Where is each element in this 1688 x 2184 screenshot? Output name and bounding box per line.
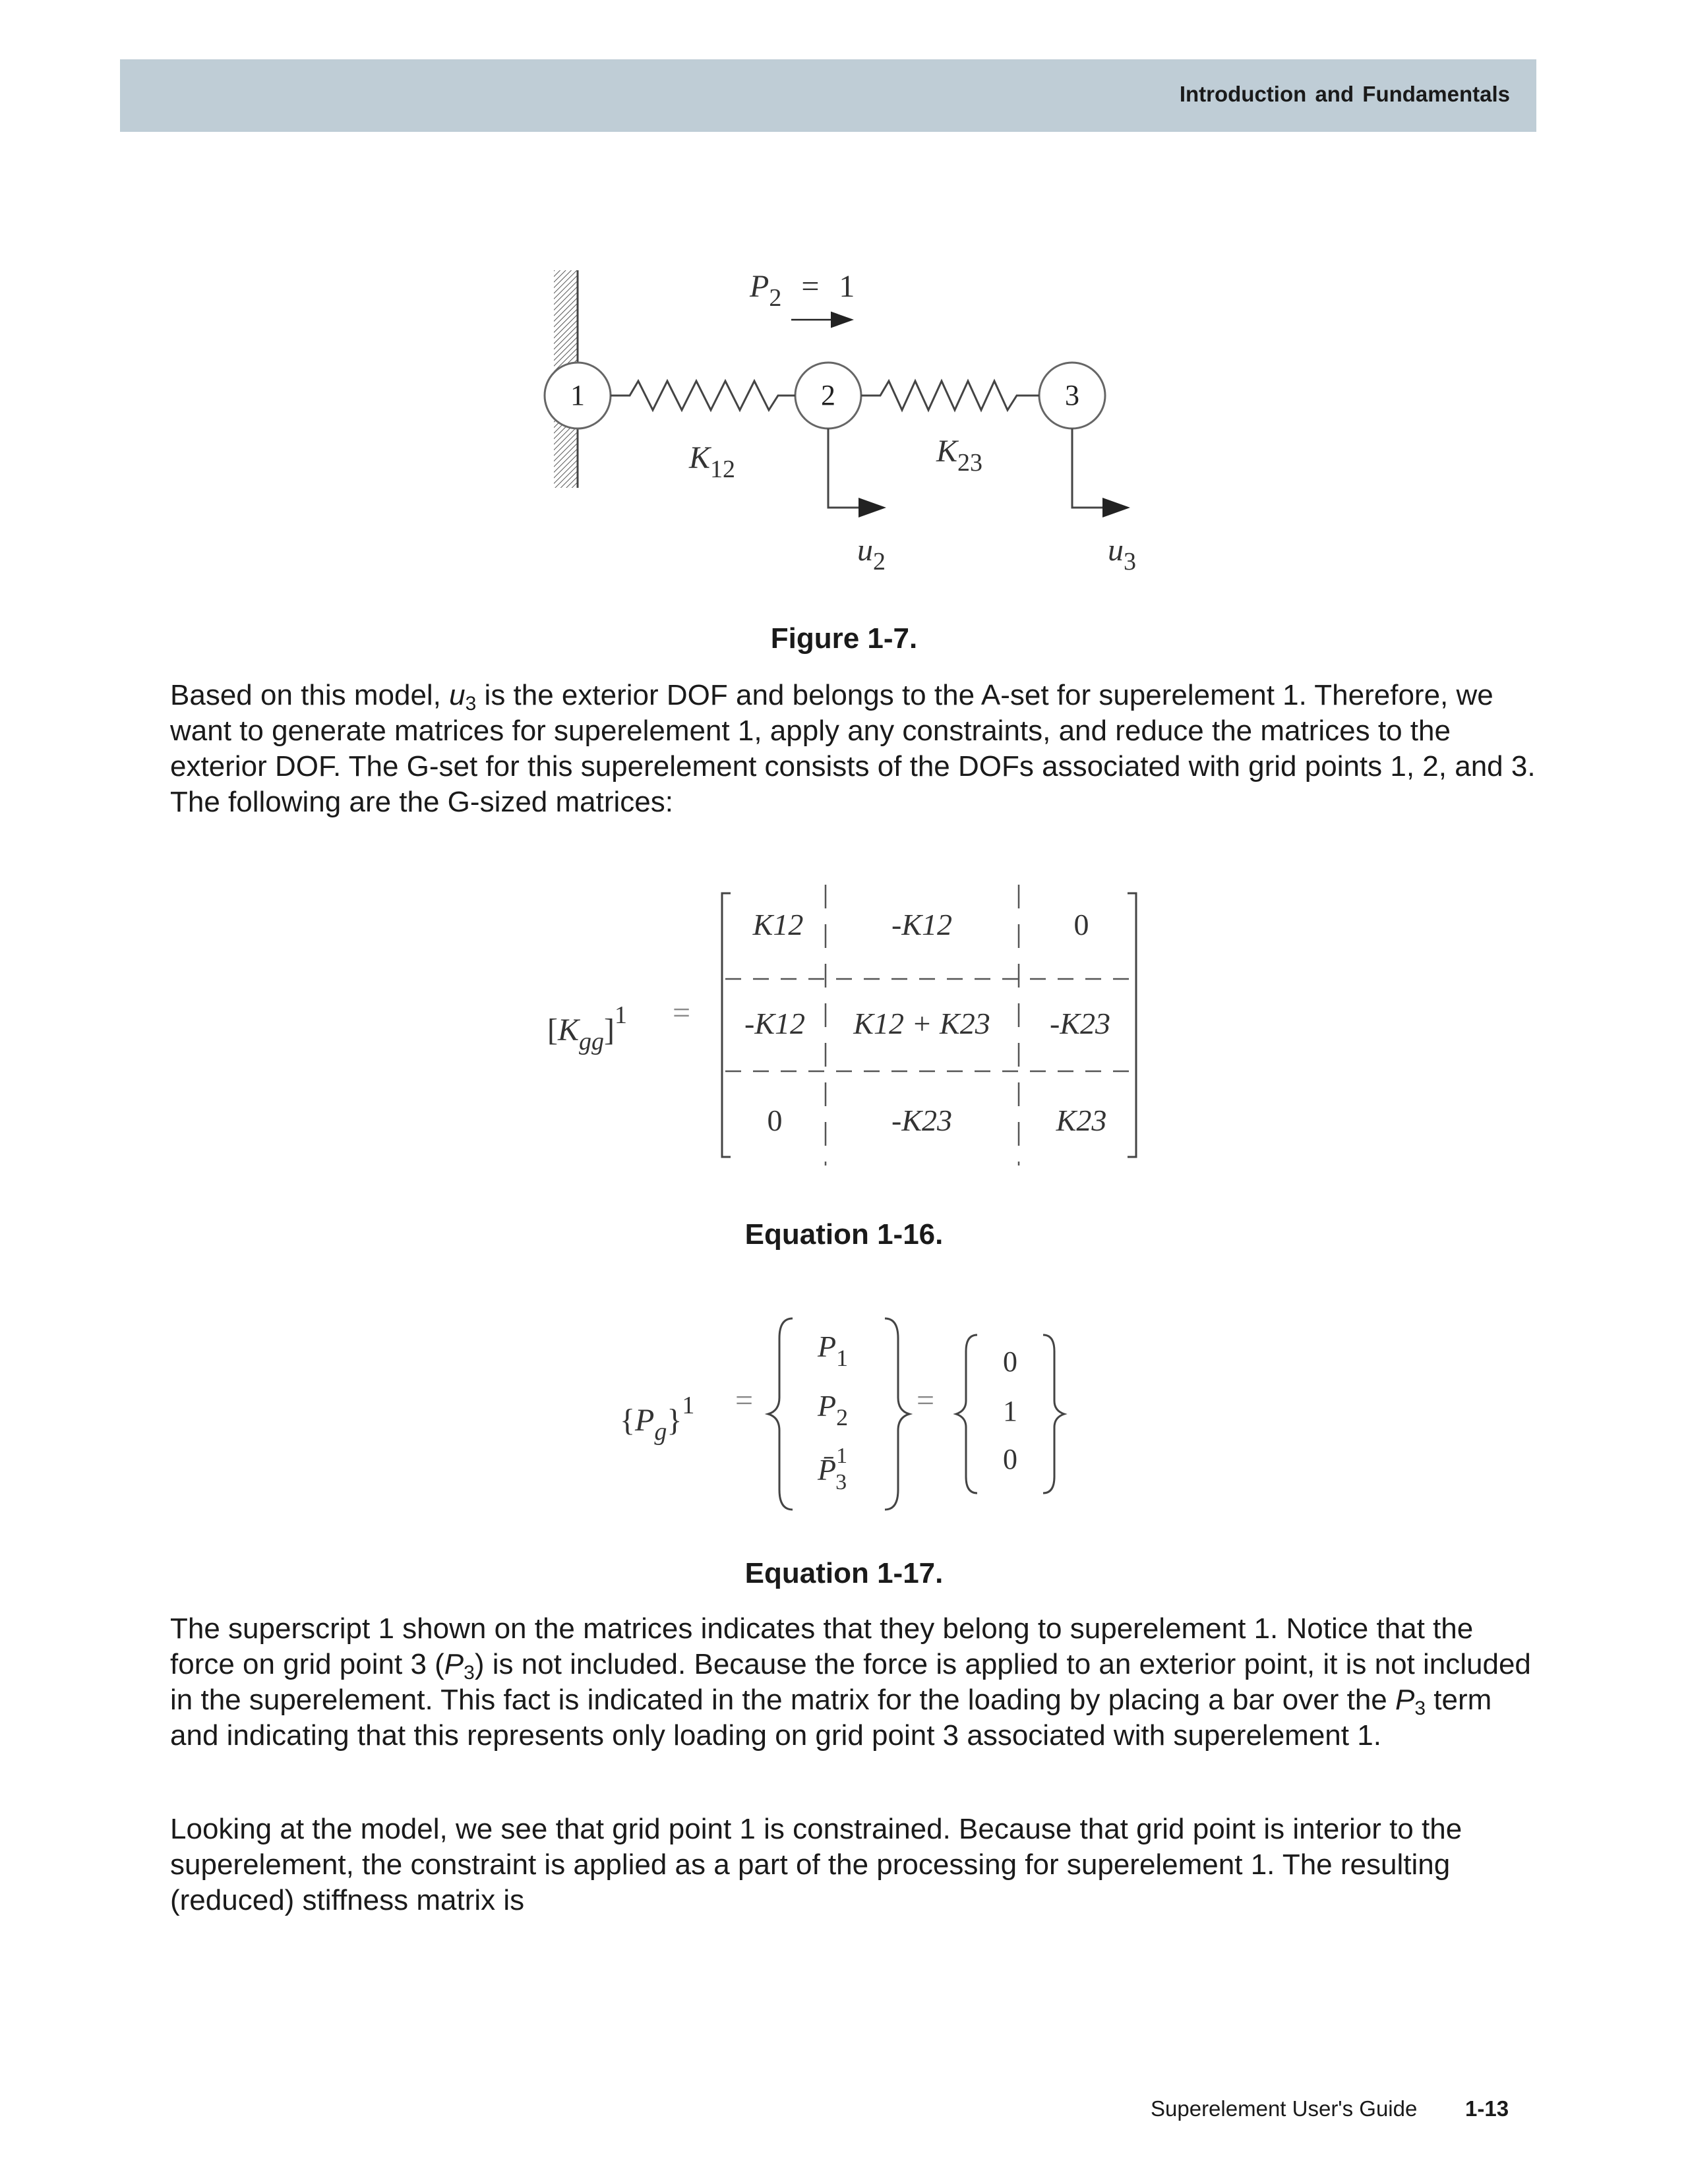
- load-vector-equation: [607, 1305, 1095, 1529]
- matrix-cell-3-2: -K23: [891, 1104, 952, 1137]
- variable-u: u: [449, 679, 466, 711]
- paragraph-1: [170, 678, 1542, 820]
- paragraph-3: Looking at the model, we see that grid point 1 is constrained. Because that grid point is interior to the superelement, the constraint is applied as a part of the processing for superelement 1. The resulting (reduced) stiffness matrix is: [170, 1813, 1462, 1916]
- paragraph-2: [170, 1611, 1542, 1754]
- displacement-arrow-u2: [828, 428, 882, 508]
- vector-entry-p3-bar: P̄$^1$ 3: [818, 1444, 848, 1494]
- spring-label-k12: $K_{12}$: [689, 440, 736, 483]
- equals-sign-2: =: [917, 1383, 935, 1418]
- matrix-cell-1-2: -K12: [891, 908, 952, 941]
- paragraph-2-text-a: The superscript 1 shown on the matrices indicates that they belong to superelement 1. Notice that the force on grid point 3 (: [170, 1612, 1474, 1680]
- node-label-1: 1: [570, 379, 585, 411]
- figure-caption: Figure 1-7.: [770, 622, 918, 655]
- vector-entry-p2: $P_2$: [818, 1389, 849, 1431]
- value-entry-1: 0: [1003, 1345, 1017, 1378]
- paragraph-2-text-b: ) is not included. Because the force is applied to an exterior point, it is not included in the superelement. This fact is indicated in the matrix for the loading by placing a bar over the: [170, 1648, 1531, 1716]
- value-entry-3: 0: [1003, 1443, 1017, 1475]
- variable-p-2-subscript: 3: [1414, 1697, 1426, 1719]
- paragraph-1-text-b: is the exterior DOF and belongs to the A-set for superelement 1. Therefore, we want to generate matrices for superelement 1, apply any constraints, and reduce the matrices to the exterior DOF. The G-set for this superelement consists of the DOFs associated with grid points 1, 2, and 3. The following are the G-sized matrices:: [170, 679, 1536, 818]
- vector-entry-p1: $P_1$: [818, 1330, 849, 1371]
- matrix-right-bracket: [1128, 893, 1136, 1157]
- displacement-arrow-u3: [1072, 428, 1126, 508]
- values-right-brace: [1043, 1335, 1064, 1493]
- stiffness-matrix-equation: [541, 877, 1160, 1173]
- spring-k23: [861, 381, 1039, 410]
- force-label: $P_2 = 1$: [750, 269, 855, 312]
- equals-sign: =: [673, 995, 691, 1030]
- equals-sign-1: =: [735, 1383, 754, 1418]
- matrix-cell-2-3: -K23: [1050, 1007, 1110, 1040]
- matrix-cell-3-3: K23: [1056, 1104, 1107, 1137]
- values-left-brace: [956, 1335, 977, 1493]
- displacement-label-u3: $u_3$: [1108, 533, 1136, 576]
- matrix-cell-1-3: 0: [1073, 908, 1089, 941]
- footer-guide-title: Superelement User's Guide: [1151, 2096, 1418, 2121]
- variable-p: P: [444, 1648, 464, 1680]
- matrix-cell-2-1: -K12: [744, 1007, 805, 1040]
- variable-p-subscript: 3: [464, 1662, 475, 1684]
- value-entry-2: 1: [1003, 1395, 1017, 1427]
- variable-u-subscript: 3: [465, 693, 477, 715]
- equation-16-caption: Equation 1-16.: [744, 1218, 944, 1251]
- matrix-cell-1-1: K12: [752, 908, 804, 941]
- paragraph-2-text-c: term and indicating that this represents only loading on grid point 3 associated with superelement 1.: [170, 1684, 1492, 1752]
- vector-left-brace: [768, 1318, 793, 1510]
- matrix-cell-3-1: 0: [767, 1104, 783, 1137]
- spring-label-k23: $K_{23}$: [936, 434, 983, 477]
- equation-17-caption: Equation 1-17.: [744, 1557, 944, 1589]
- paragraph-1-text-a: Based on this model,: [170, 679, 450, 711]
- node-label-2: 2: [821, 379, 835, 411]
- variable-p-2: P: [1395, 1684, 1415, 1716]
- node-label-3: 3: [1065, 379, 1079, 411]
- matrix-cell-2-2: K12 + K23: [853, 1007, 990, 1040]
- footer-page-number: 1-13: [1465, 2096, 1509, 2121]
- displacement-label-u2: $u_2$: [857, 533, 886, 576]
- running-header: [120, 59, 1536, 132]
- header-title: Introduction and Fundamentals: [1179, 82, 1510, 106]
- matrix-left-bracket: [722, 893, 731, 1157]
- pg-lhs: $\{P_g\}^1$: [620, 1392, 695, 1446]
- vector-right-brace: [885, 1318, 909, 1510]
- spring-k12: [611, 381, 795, 410]
- kgg-lhs: $[K_{gg}]^1$: [547, 1001, 627, 1055]
- spring-model-figure: [501, 251, 1174, 593]
